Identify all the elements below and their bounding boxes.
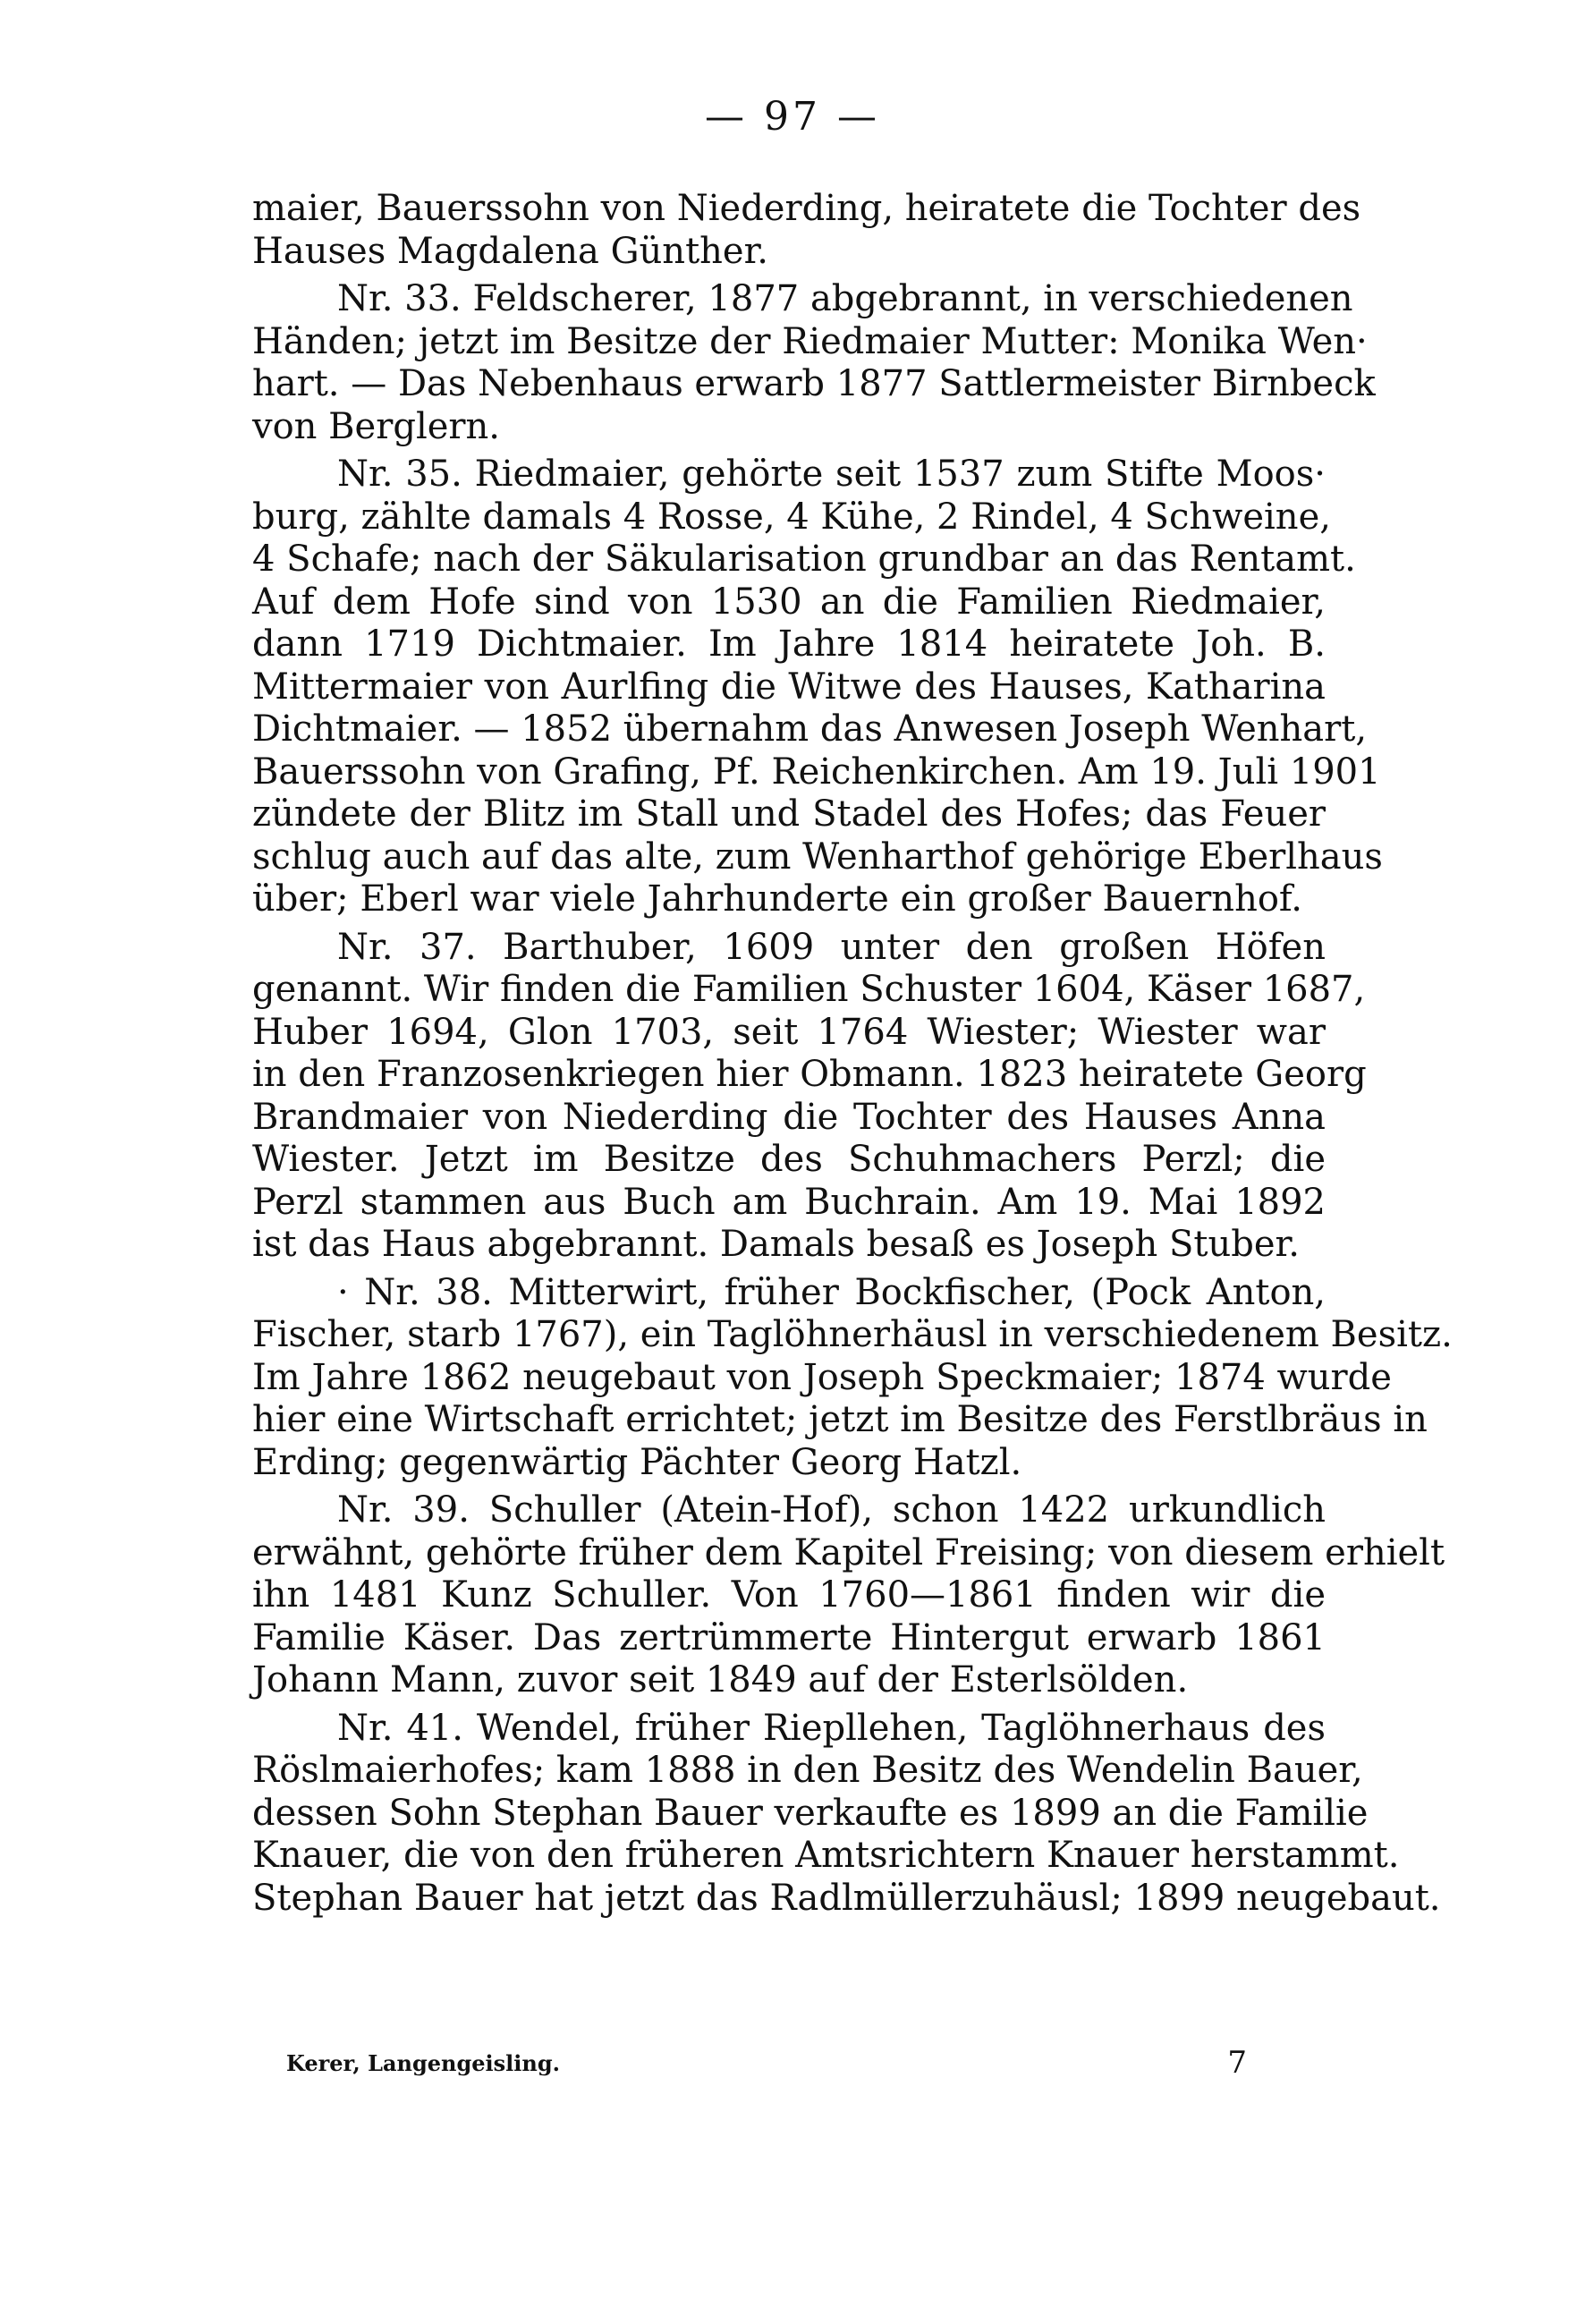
text-line: · Nr. 38. Mitterwirt, früher Bockfischer, (Pock Anton, <box>337 1271 1326 1313</box>
text-line: Familie Käser. Das zertrümmerte Hintergut erwarb 1861 <box>252 1616 1326 1658</box>
paragraph-nr-33 <box>252 278 1376 448</box>
text-line: Hauses Magdalena Günther. <box>252 230 769 272</box>
text-line: Brandmaier von Niederding die Tochter des Hauses Anna <box>252 1096 1326 1138</box>
text-line: Bauerssohn von Grafing, Pf. Reichenkirchen. Am 19. Juli 1901 <box>252 751 1381 793</box>
text-line: Im Jahre 1862 neugebaut von Joseph Speckmaier; 1874 wurde <box>252 1356 1392 1398</box>
printer-signature: Kerer, Langengeisling. <box>286 2050 560 2076</box>
text-line: Nr. 39. Schuller (Atein-Hof), schon 1422 urkundlich <box>337 1489 1326 1531</box>
paragraph-nr-41 <box>252 1707 1441 1921</box>
text-line: genannt. Wir finden die Familien Schuster 1604, Käser 1687, <box>252 969 1366 1010</box>
sheet-number: 7 <box>1227 2045 1247 2081</box>
text-line: Nr. 33. Feldscherer, 1877 abgebrannt, in verschiedenen <box>337 278 1353 319</box>
paragraph-nr-39 <box>252 1489 1445 1702</box>
text-line: in den Franzosenkriegen hier Obmann. 1823 heiratete Georg <box>252 1054 1367 1095</box>
text-line: über; Eberl war viele Jahrhunderte ein großer Bauernhof. <box>252 878 1303 920</box>
text-line: Perzl stammen aus Buch am Buchrain. Am 19. Mai 1892 <box>252 1181 1326 1223</box>
text-line: Huber 1694, Glon 1703, seit 1764 Wiester; Wiester war <box>252 1011 1326 1053</box>
text-line: Mittermaier von Aurlfing die Witwe des Hauses, Katharina <box>252 666 1326 708</box>
text-line: burg, zählte damals 4 Rosse, 4 Kühe, 2 Rindel, 4 Schweine, <box>252 496 1331 538</box>
paragraph-nr-38 <box>252 1271 1453 1485</box>
text-line: 4 Schafe; nach der Säkularisation grundbar an das Rentamt. <box>252 539 1356 580</box>
text-line: Fischer, starb 1767), ein Taglöhnerhäusl in verschiedenem Besitz. <box>252 1314 1453 1355</box>
page-footer <box>252 2045 1326 2086</box>
text-line: dann 1719 Dichtmaier. Im Jahre 1814 heiratete Joh. B. <box>252 623 1326 665</box>
text-line: zündete der Blitz im Stall und Stadel des Hofes; das Feuer <box>252 793 1326 835</box>
text-line: Nr. 41. Wendel, früher Riepllehen, Taglöhnerhaus des <box>337 1707 1326 1749</box>
text-line: maier, Bauerssohn von Niederding, heiratete die Tochter des <box>252 188 1361 229</box>
text-line: von Berglern. <box>252 405 501 447</box>
text-line: ist das Haus abgebrannt. Damals besaß es Joseph Stuber. <box>252 1224 1300 1265</box>
text-line: Auf dem Hofe sind von 1530 an die Familien Riedmaier, <box>252 581 1326 623</box>
text-line: hier eine Wirtschaft errichtet; jetzt im Besitze des Ferstlbräus in <box>252 1399 1428 1440</box>
paragraph-nr-37 <box>252 926 1367 1267</box>
text-line: Stephan Bauer hat jetzt das Radlmüllerzuhäusl; 1899 neugebaut. <box>252 1877 1441 1919</box>
text-line: Nr. 37. Barthuber, 1609 unter den großen Höfen <box>337 926 1326 968</box>
body-text <box>252 188 1453 1920</box>
text-line: Dichtmaier. — 1852 übernahm das Anwesen Joseph Wenhart, <box>252 708 1368 750</box>
text-line: hart. — Das Nebenhaus erwarb 1877 Sattlermeister Birnbeck <box>252 363 1376 404</box>
text-line: Händen; jetzt im Besitze der Riedmaier Mutter: Monika Wen· <box>252 320 1368 362</box>
text-line: dessen Sohn Stephan Bauer verkaufte es 1899 an die Familie <box>252 1792 1369 1834</box>
text-line: ihn 1481 Kunz Schuller. Von 1760—1861 finden wir die <box>252 1574 1326 1616</box>
text-line: schlug auch auf das alte, zum Wenharthof gehörige Eberlhaus <box>252 835 1383 878</box>
text-line: erwähnt, gehörte früher dem Kapitel Freising; von diesem erhielt <box>252 1531 1445 1573</box>
page-number: — 97 — <box>705 94 880 140</box>
paragraph-continuation <box>252 188 1361 273</box>
paragraph-nr-35 <box>252 454 1383 921</box>
text-line: Wiester. Jetzt im Besitze des Schuhmachers Perzl; die <box>252 1139 1326 1180</box>
text-line: Erding; gegenwärtig Pächter Georg Hatzl. <box>252 1441 1022 1483</box>
text-line: Johann Mann, zuvor seit 1849 auf der Esterlsölden. <box>252 1659 1189 1701</box>
text-line: Knauer, die von den früheren Amtsrichtern Knauer herstammt. <box>252 1835 1400 1876</box>
text-line: Röslmaierhofes; kam 1888 in den Besitz des Wendelin Bauer, <box>252 1750 1363 1791</box>
text-line: Nr. 35. Riedmaier, gehörte seit 1537 zum Stifte Moos· <box>337 454 1326 495</box>
